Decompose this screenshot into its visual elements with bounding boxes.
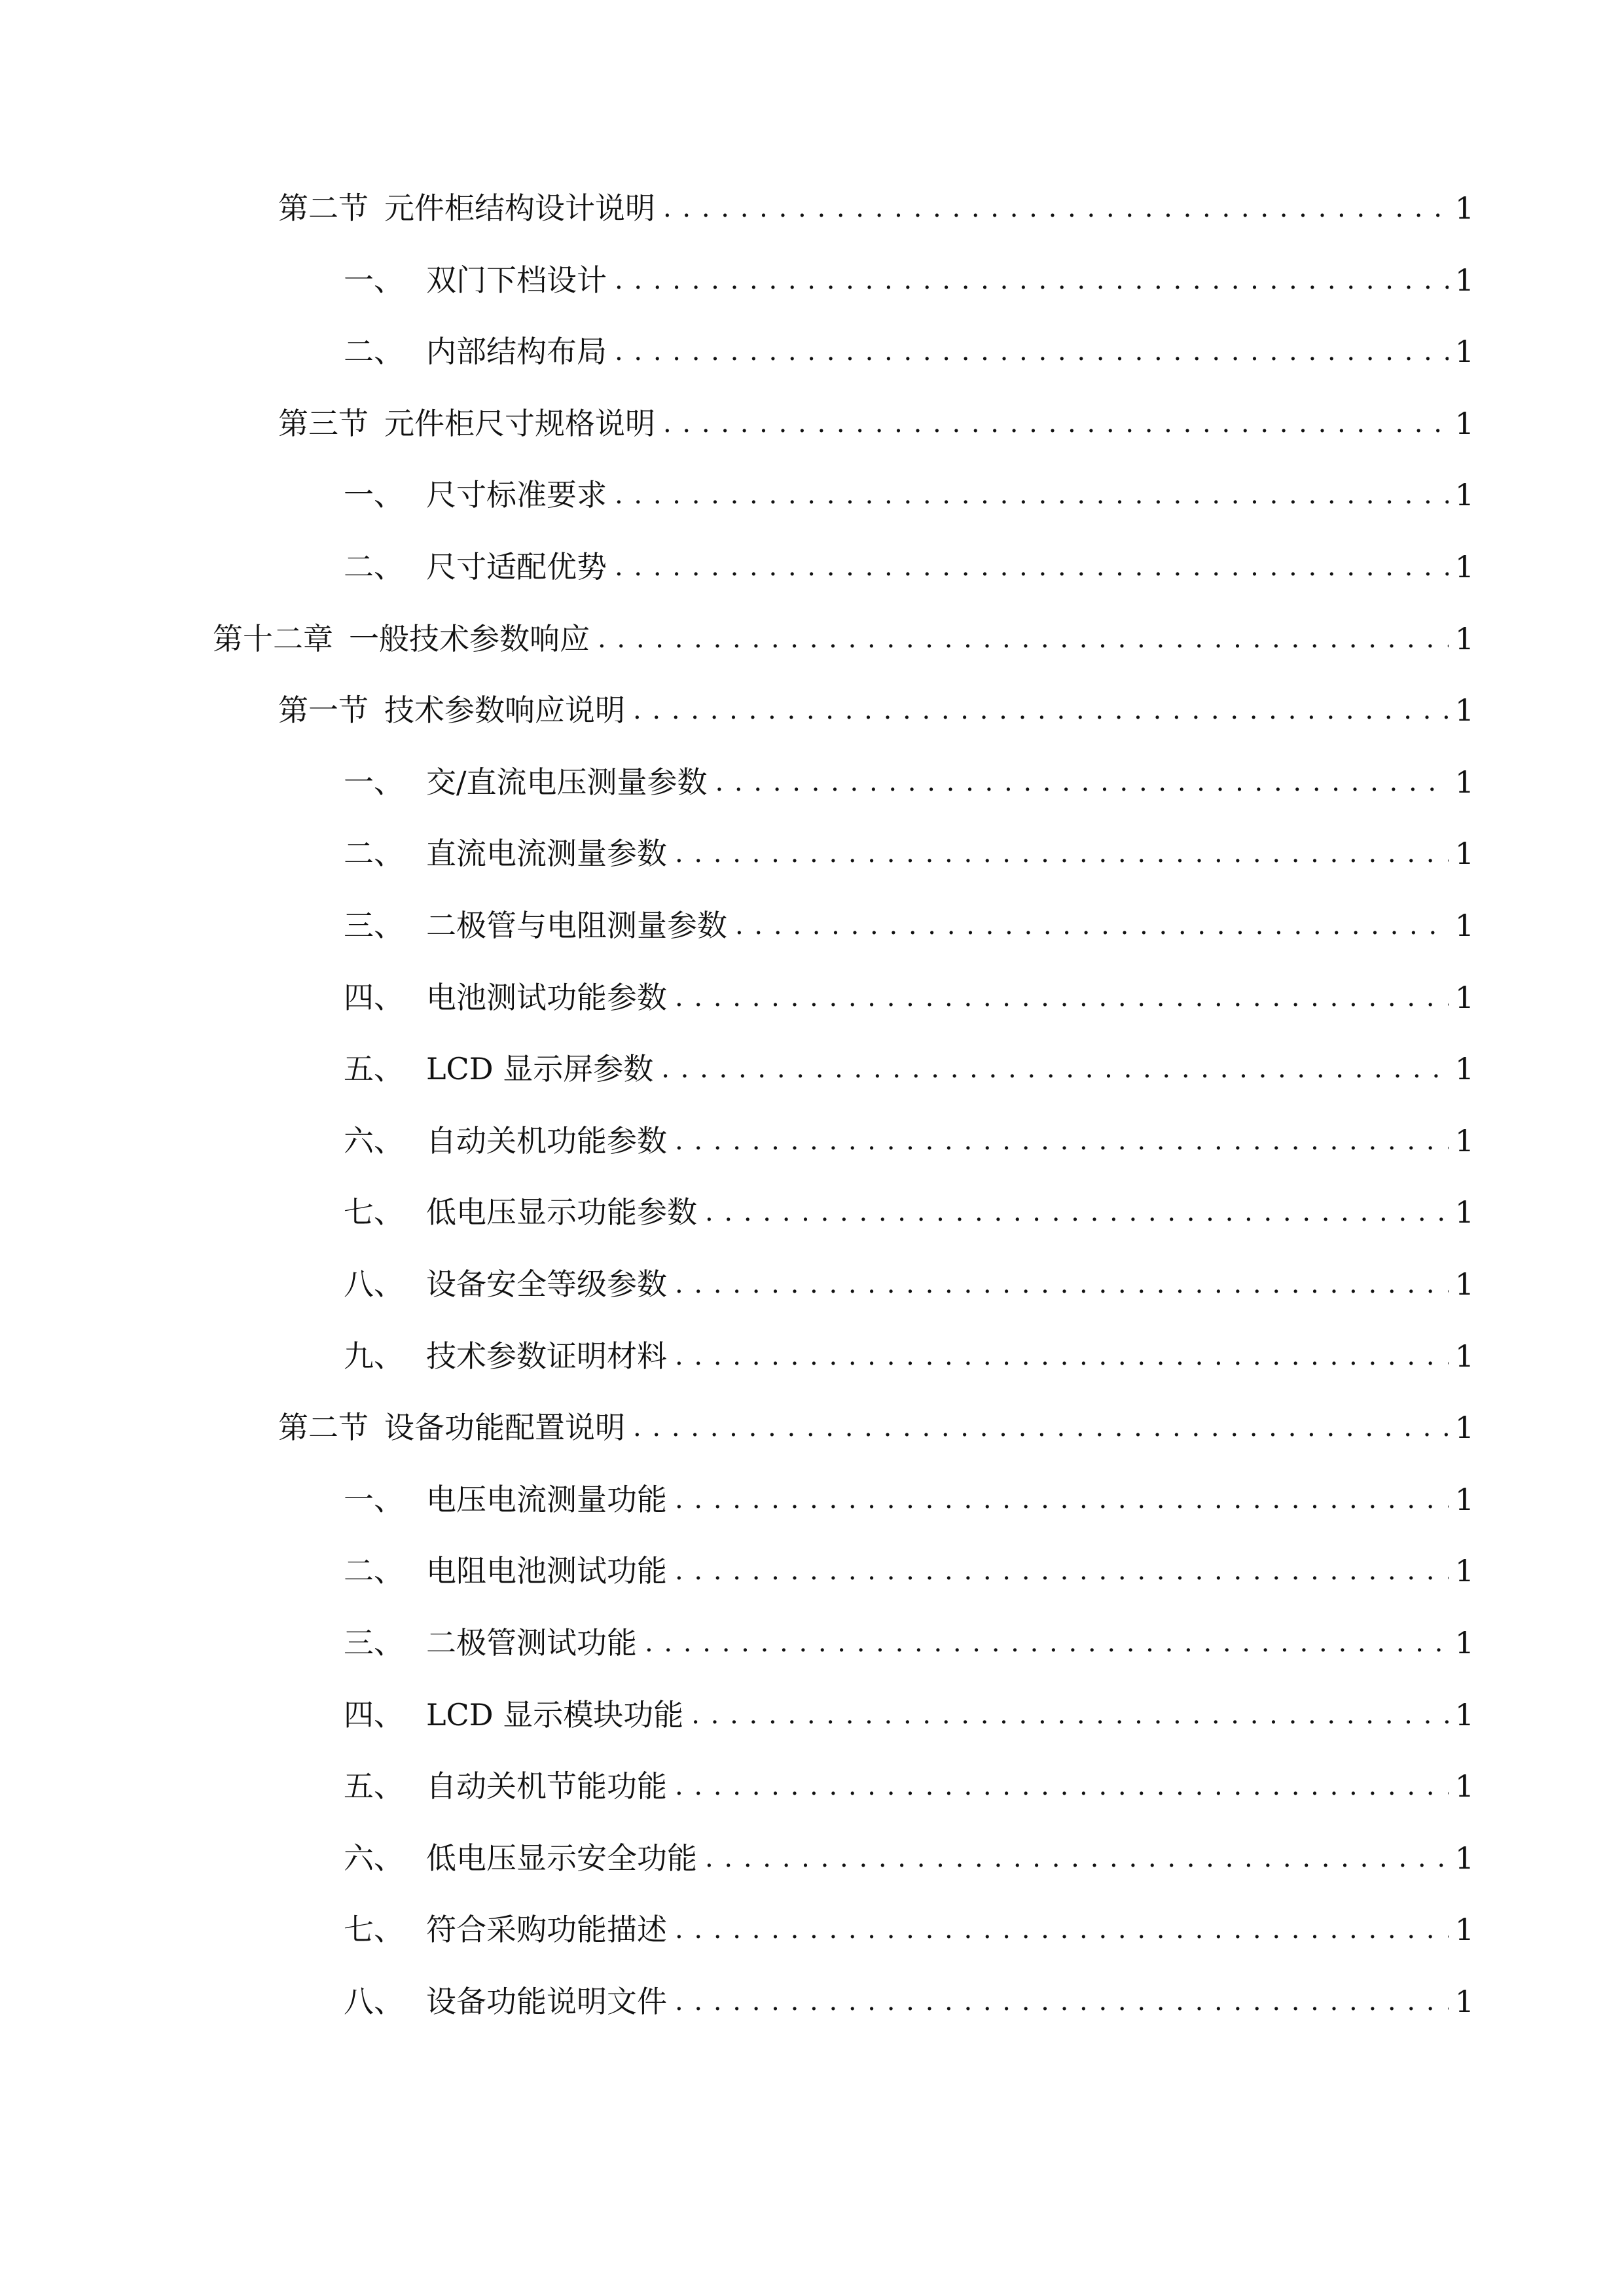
toc-entry-title: 自动关机功能参数 — [426, 1122, 667, 1158]
toc-entry-number: 二、 — [344, 836, 404, 872]
toc-entry-title: 交/直流电压测量参数 — [426, 764, 708, 800]
toc-entry-page-number: 1 — [1454, 1840, 1474, 1876]
toc-entry-number: 五、 — [344, 1051, 404, 1087]
toc-entry[interactable] — [278, 684, 1474, 736]
toc-dot-leader — [675, 827, 1449, 880]
toc-entry-number: 二、 — [344, 549, 404, 584]
toc-entry-title: 直流电流测量参数 — [426, 836, 667, 872]
toc-dot-leader — [675, 1330, 1449, 1382]
toc-dot-leader — [735, 899, 1449, 952]
toc-entry-title: 电阻电池测试功能 — [426, 1553, 667, 1589]
toc-entry-page-number: 1 — [1454, 1625, 1474, 1660]
toc-dot-leader — [691, 1689, 1448, 1741]
toc-entry-title: 二极管与电阻测量参数 — [426, 908, 727, 943]
toc-entry[interactable] — [278, 182, 1474, 234]
toc-entry[interactable] — [344, 1258, 1474, 1310]
toc-entry[interactable] — [344, 469, 1474, 521]
toc-entry[interactable] — [344, 1689, 1474, 1741]
toc-entry-page-number: 1 — [1454, 334, 1474, 370]
toc-entry[interactable] — [344, 971, 1474, 1024]
toc-dot-leader — [663, 182, 1449, 234]
toc-entry-number: 七、 — [344, 1194, 404, 1230]
toc-entry-number: 六、 — [344, 1840, 404, 1876]
toc-entry-title: 符合采购功能描述 — [426, 1912, 667, 1948]
toc-dot-leader — [715, 756, 1449, 808]
toc-entry-title: 一般技术参数响应 — [349, 620, 590, 656]
toc-entry-number: 八、 — [344, 1266, 404, 1302]
toc-entry-number: 二、 — [344, 1553, 404, 1589]
toc-entry[interactable] — [344, 899, 1474, 952]
toc-dot-leader — [661, 1043, 1448, 1095]
toc-entry-number: 第三节 — [278, 405, 369, 441]
toc-entry[interactable] — [344, 827, 1474, 880]
toc-entry-title: 尺寸适配优势 — [426, 549, 607, 584]
toc-dot-leader — [615, 254, 1449, 306]
toc-entry-page-number: 1 — [1454, 620, 1474, 656]
toc-entry-page-number: 1 — [1454, 1338, 1474, 1374]
toc-entry-page-number: 1 — [1454, 1410, 1474, 1446]
toc-entry-title: 设备安全等级参数 — [426, 1266, 667, 1302]
toc-dot-leader — [615, 325, 1449, 378]
toc-entry-title: 元件柜结构设计说明 — [384, 190, 655, 226]
toc-entry-title: 电池测试功能参数 — [426, 979, 667, 1015]
toc-entry-page-number: 1 — [1454, 1194, 1474, 1230]
toc-entry-number: 五、 — [344, 1768, 404, 1804]
toc-dot-leader — [615, 541, 1449, 593]
toc-entry-number: 三、 — [344, 908, 404, 943]
toc-entry[interactable] — [344, 756, 1474, 808]
toc-entry-title: 低电压显示功能参数 — [426, 1194, 697, 1230]
toc-entry-page-number: 1 — [1454, 979, 1474, 1015]
toc-entry-number: 七、 — [344, 1912, 404, 1948]
toc-entry-page-number: 1 — [1454, 1266, 1474, 1302]
toc-entry-page-number: 1 — [1454, 1768, 1474, 1804]
toc-entry-title: 内部结构布局 — [426, 334, 607, 370]
toc-entry-page-number: 1 — [1454, 405, 1474, 441]
toc-entry-title: 尺寸标准要求 — [426, 477, 607, 513]
toc-entry-number: 一、 — [344, 1481, 404, 1517]
toc-entry-title: 自动关机节能功能 — [426, 1768, 667, 1804]
toc-dot-leader — [633, 684, 1449, 736]
toc-entry[interactable] — [344, 1115, 1474, 1167]
toc-dot-leader — [675, 1975, 1449, 2028]
toc-entry-number: 二、 — [344, 334, 404, 370]
toc-entry-page-number: 1 — [1454, 262, 1474, 298]
toc-dot-leader — [615, 469, 1449, 521]
toc-entry-title: 双门下档设计 — [426, 262, 607, 298]
toc-entry-page-number: 1 — [1454, 908, 1474, 943]
toc-entry[interactable] — [344, 1832, 1474, 1884]
toc-entry-page-number: 1 — [1454, 1984, 1474, 2019]
toc-dot-leader — [675, 1760, 1449, 1812]
toc-entry-number: 四、 — [344, 1696, 404, 1732]
toc-entry-title: 元件柜尺寸规格说明 — [384, 405, 655, 441]
toc-entry[interactable] — [344, 541, 1474, 593]
toc-entry[interactable] — [344, 1330, 1474, 1382]
toc-entry[interactable] — [344, 1903, 1474, 1956]
toc-dot-leader — [633, 1401, 1449, 1454]
toc-entry-title: 技术参数响应说明 — [384, 692, 625, 728]
toc-entry-number: 一、 — [344, 764, 404, 800]
toc-entry[interactable] — [213, 613, 1474, 665]
toc-entry-title: 电压电流测量功能 — [426, 1481, 667, 1517]
toc-dot-leader — [675, 1545, 1449, 1597]
toc-entry-page-number: 1 — [1454, 1481, 1474, 1517]
toc-entry-title: LCD 显示模块功能 — [426, 1696, 684, 1732]
toc-entry-page-number: 1 — [1454, 764, 1474, 800]
toc-entry-title: 设备功能说明文件 — [426, 1984, 667, 2019]
toc-entry[interactable] — [344, 1186, 1474, 1238]
toc-dot-leader — [663, 397, 1449, 450]
toc-entry-page-number: 1 — [1454, 692, 1474, 728]
toc-entry[interactable] — [344, 1043, 1474, 1095]
toc-entry-title: 设备功能配置说明 — [384, 1410, 625, 1446]
toc-entry-number: 八、 — [344, 1984, 404, 2019]
toc-entry-number: 六、 — [344, 1122, 404, 1158]
toc-dot-leader — [675, 971, 1449, 1024]
toc-entry-title: 二极管测试功能 — [426, 1625, 637, 1660]
toc-entry-number: 一、 — [344, 477, 404, 513]
toc-entry[interactable] — [344, 1545, 1474, 1597]
toc-entry-number: 四、 — [344, 979, 404, 1015]
toc-entry-page-number: 1 — [1454, 477, 1474, 513]
toc-entry-number: 九、 — [344, 1338, 404, 1374]
toc-entry[interactable] — [278, 1401, 1474, 1454]
toc-entry-page-number: 1 — [1454, 1122, 1474, 1158]
toc-entry-page-number: 1 — [1454, 1912, 1474, 1948]
toc-entry-page-number: 1 — [1454, 1051, 1474, 1087]
toc-dot-leader — [675, 1115, 1449, 1167]
toc-entry-number: 第一节 — [278, 692, 369, 728]
toc-dot-leader — [675, 1903, 1449, 1956]
toc-entry-title: 低电压显示安全功能 — [426, 1840, 697, 1876]
toc-entry-title: 技术参数证明材料 — [426, 1338, 667, 1374]
toc-entry[interactable] — [344, 1473, 1474, 1526]
toc-entry[interactable] — [344, 1617, 1474, 1669]
toc-entry-page-number: 1 — [1454, 1696, 1474, 1732]
toc-dot-leader — [705, 1832, 1449, 1884]
toc-entry-page-number: 1 — [1454, 1553, 1474, 1589]
toc-dot-leader — [675, 1258, 1449, 1310]
toc-entry[interactable] — [344, 1975, 1474, 2028]
toc-entry-page-number: 1 — [1454, 836, 1474, 872]
toc-dot-leader — [598, 613, 1449, 665]
toc-entry-title: LCD 显示屏参数 — [426, 1051, 654, 1087]
toc-entry-number: 第十二章 — [213, 620, 333, 656]
toc-entry-page-number: 1 — [1454, 549, 1474, 584]
toc-entry[interactable] — [344, 325, 1474, 378]
toc-entry-number: 第二节 — [278, 190, 369, 226]
toc-dot-leader — [645, 1617, 1449, 1669]
toc-entry[interactable] — [344, 254, 1474, 306]
toc-entry-page-number: 1 — [1454, 190, 1474, 226]
toc-entry-number: 三、 — [344, 1625, 404, 1660]
toc-dot-leader — [675, 1473, 1449, 1526]
toc-entry[interactable] — [278, 397, 1474, 450]
toc-dot-leader — [705, 1186, 1449, 1238]
toc-entry-number: 第二节 — [278, 1410, 369, 1446]
toc-entry-number: 一、 — [344, 262, 404, 298]
toc-entry[interactable] — [344, 1760, 1474, 1812]
